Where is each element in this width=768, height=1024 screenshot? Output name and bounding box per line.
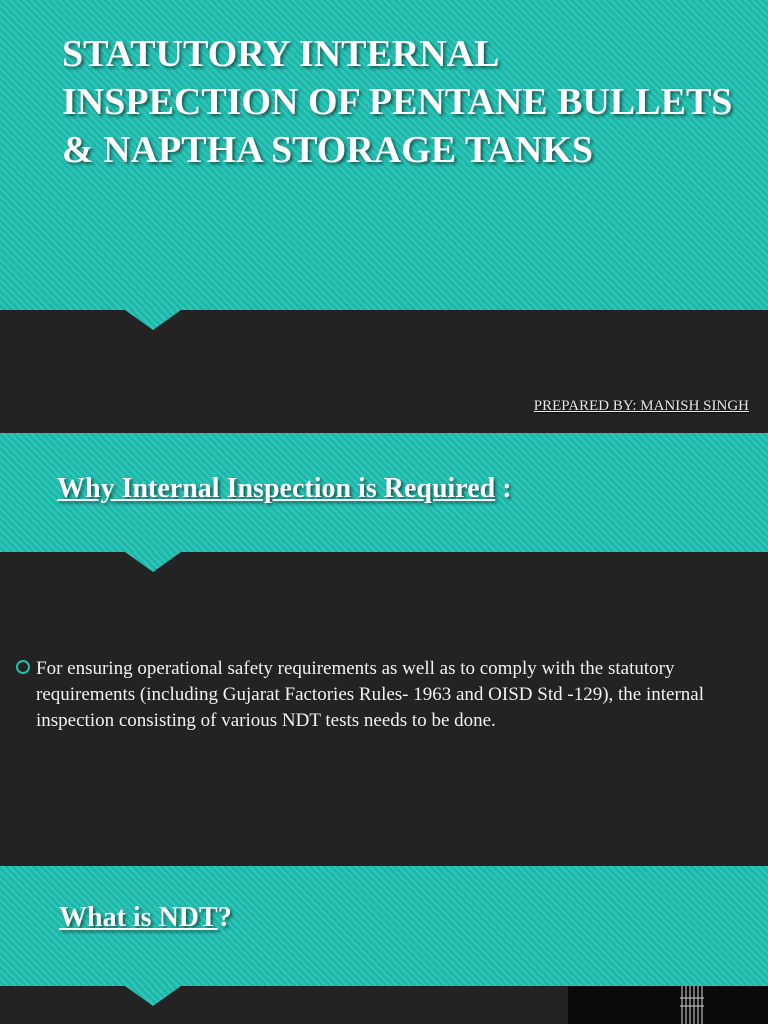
list-item bbox=[16, 656, 746, 734]
slide1-title-band bbox=[0, 0, 768, 310]
slide3-heading bbox=[59, 902, 232, 934]
slide2-heading-suffix: : bbox=[495, 473, 512, 504]
slide3-heading-suffix: ? bbox=[217, 902, 232, 933]
bullet-text: For ensuring operational safety requirements as well as to comply with the statutory requirements (including Gujarat Factories Rules- 1963 and OISD Std -129), the internal inspection consisting of various NDT tests needs to be done. bbox=[36, 658, 705, 731]
slide-title: STATUTORY INTERNAL INSPECTION OF PENTANE BULLETS & NAPTHA STORAGE TANKS bbox=[62, 33, 733, 171]
slide2-heading bbox=[57, 473, 512, 505]
slide2-heading-underlined: Why Internal Inspection is Required bbox=[57, 473, 496, 504]
prepared-by-text: PREPARED BY: MANISH SINGH bbox=[533, 398, 749, 414]
slide3-image bbox=[568, 986, 768, 1024]
slide3-heading-underlined: What is NDT bbox=[59, 902, 218, 933]
hollow-circle-bullet-icon bbox=[16, 660, 30, 674]
pipe-lines-graphic bbox=[680, 986, 704, 1024]
